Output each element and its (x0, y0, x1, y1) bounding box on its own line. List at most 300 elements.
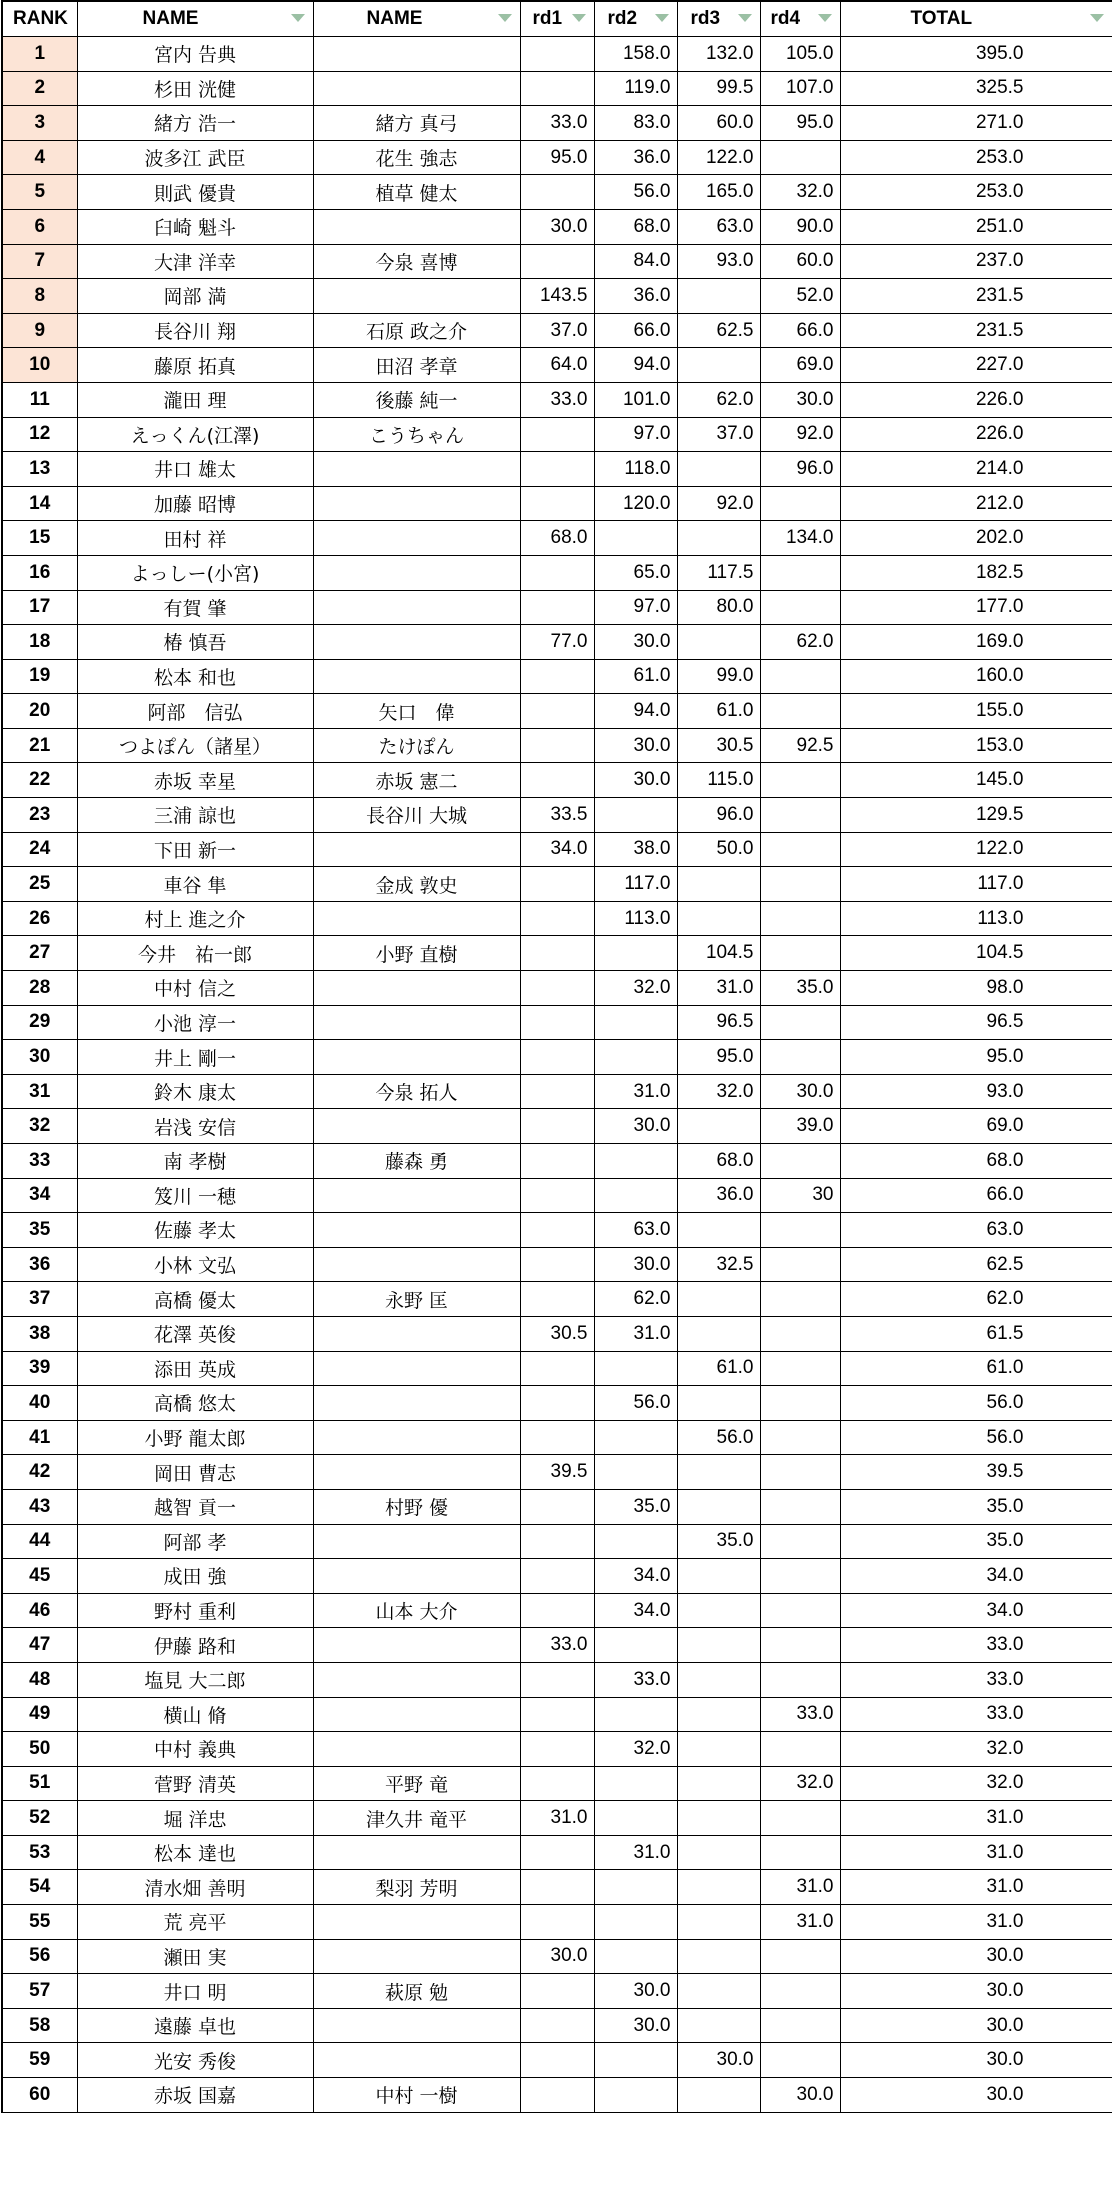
table-row (2, 486, 1112, 521)
rd2-cell: 30.0 (594, 1974, 677, 2009)
total-cell: 251.0 (840, 209, 1112, 244)
rd1-cell (520, 175, 594, 210)
total-cell: 182.5 (840, 555, 1112, 590)
table-row (2, 2043, 1112, 2078)
name-cell: 則武 優貴 (77, 175, 313, 210)
partner-name-cell: 今泉 喜博 (313, 244, 520, 279)
rd3-cell: 50.0 (677, 832, 760, 867)
rd3-cell (677, 1835, 760, 1870)
rd4-cell: 92.5 (760, 728, 840, 763)
rank-cell: 15 (2, 521, 77, 556)
rd4-cell (760, 1316, 840, 1351)
table-row (2, 763, 1112, 798)
name-cell: 遠藤 卓也 (77, 2008, 313, 2043)
table-row (2, 452, 1112, 487)
rd3-cell: 132.0 (677, 37, 760, 72)
table-row (2, 1593, 1112, 1628)
total-cell: 226.0 (840, 382, 1112, 417)
rank-cell: 11 (2, 382, 77, 417)
rd3-cell (677, 867, 760, 902)
name-cell: 菅野 清英 (77, 1766, 313, 1801)
rd3-cell: 62.0 (677, 382, 760, 417)
partner-name-cell (313, 659, 520, 694)
rd3-cell: 96.0 (677, 798, 760, 833)
rd3-cell (677, 1697, 760, 1732)
rd2-cell: 36.0 (594, 279, 677, 314)
name-cell: 堀 洋忠 (77, 1801, 313, 1836)
rd3-cell: 115.0 (677, 763, 760, 798)
total-cell: 395.0 (840, 37, 1112, 72)
rd3-cell: 60.0 (677, 106, 760, 141)
rd1-cell: 37.0 (520, 313, 594, 348)
table-row (2, 1628, 1112, 1663)
rd3-cell (677, 348, 760, 383)
table-row (2, 1939, 1112, 1974)
total-cell: 66.0 (840, 1178, 1112, 1213)
rd3-cell (677, 521, 760, 556)
total-cell: 68.0 (840, 1144, 1112, 1179)
rd4-cell (760, 936, 840, 971)
name-cell: よっしー(小宮) (77, 555, 313, 590)
header-rd2-label: rd2 (607, 8, 638, 29)
rd2-cell (594, 1939, 677, 1974)
rd4-cell (760, 832, 840, 867)
name-cell: 三浦 諒也 (77, 798, 313, 833)
rd1-cell (520, 590, 594, 625)
table-row (2, 625, 1112, 660)
table-row (2, 1178, 1112, 1213)
rd2-cell: 30.0 (594, 1109, 677, 1144)
rank-cell: 29 (2, 1005, 77, 1040)
rd2-cell: 31.0 (594, 1835, 677, 1870)
total-cell: 33.0 (840, 1628, 1112, 1663)
rd2-cell: 32.0 (594, 971, 677, 1006)
rd3-cell: 96.5 (677, 1005, 760, 1040)
header-rd1-label: rd1 (532, 8, 563, 29)
table-row (2, 106, 1112, 141)
rd1-cell (520, 1732, 594, 1767)
rd2-cell: 34.0 (594, 1559, 677, 1594)
rd3-cell: 36.0 (677, 1178, 760, 1213)
header-total-label: TOTAL (910, 8, 973, 29)
table-row (2, 1662, 1112, 1697)
rd3-cell: 122.0 (677, 140, 760, 175)
rd4-cell (760, 1351, 840, 1386)
total-cell: 98.0 (840, 971, 1112, 1006)
rd3-cell: 35.0 (677, 1524, 760, 1559)
name-cell: 小林 文弘 (77, 1247, 313, 1282)
total-cell: 34.0 (840, 1559, 1112, 1594)
rd2-cell: 101.0 (594, 382, 677, 417)
table-row (2, 209, 1112, 244)
rd4-cell (760, 1835, 840, 1870)
rank-cell: 35 (2, 1213, 77, 1248)
table-row (2, 694, 1112, 729)
total-cell: 30.0 (840, 2078, 1112, 2113)
table-row (2, 1213, 1112, 1248)
partner-name-cell (313, 1351, 520, 1386)
rank-cell: 18 (2, 625, 77, 660)
rd1-cell: 68.0 (520, 521, 594, 556)
rd1-cell (520, 1870, 594, 1905)
rd1-cell (520, 1524, 594, 1559)
rd2-cell: 30.0 (594, 2008, 677, 2043)
rd3-cell (677, 1316, 760, 1351)
total-cell: 31.0 (840, 1870, 1112, 1905)
table-row (2, 1351, 1112, 1386)
rank-cell: 28 (2, 971, 77, 1006)
partner-name-cell (313, 901, 520, 936)
total-cell: 214.0 (840, 452, 1112, 487)
rd4-cell (760, 694, 840, 729)
rd3-cell (677, 1628, 760, 1663)
table-row (2, 832, 1112, 867)
rank-cell: 34 (2, 1178, 77, 1213)
rd2-cell: 94.0 (594, 348, 677, 383)
ranking-rows (2, 37, 1112, 2113)
rank-cell: 25 (2, 867, 77, 902)
total-cell: 31.0 (840, 1905, 1112, 1940)
name-cell: 今井 祐一郎 (77, 936, 313, 971)
table-row (2, 37, 1112, 72)
rd1-cell: 95.0 (520, 140, 594, 175)
rd1-cell (520, 1040, 594, 1075)
rd4-cell (760, 1732, 840, 1767)
rd2-cell: 30.0 (594, 728, 677, 763)
dropdown-filter-icon[interactable] (291, 14, 305, 22)
name-cell: 成田 強 (77, 1559, 313, 1594)
rd1-cell: 31.0 (520, 1801, 594, 1836)
table-row (2, 590, 1112, 625)
header-rd3[interactable] (677, 1, 760, 37)
rank-cell: 33 (2, 1144, 77, 1179)
rd4-cell: 30.0 (760, 382, 840, 417)
total-cell: 129.5 (840, 798, 1112, 833)
partner-name-cell: 金成 敦史 (313, 867, 520, 902)
rank-cell: 55 (2, 1905, 77, 1940)
partner-name-cell: 梨羽 芳明 (313, 1870, 520, 1905)
rank-cell: 57 (2, 1974, 77, 2009)
rd3-cell (677, 1559, 760, 1594)
name-cell: 赤坂 幸星 (77, 763, 313, 798)
rd2-cell: 30.0 (594, 763, 677, 798)
rd3-cell: 117.5 (677, 555, 760, 590)
rd4-cell: 31.0 (760, 1870, 840, 1905)
rd2-cell (594, 1801, 677, 1836)
name-cell: 松本 達也 (77, 1835, 313, 1870)
rd4-cell: 105.0 (760, 37, 840, 72)
rank-cell: 23 (2, 798, 77, 833)
rank-cell: 42 (2, 1455, 77, 1490)
partner-name-cell (313, 1732, 520, 1767)
partner-name-cell: 植草 健太 (313, 175, 520, 210)
rd3-cell (677, 1801, 760, 1836)
rd2-cell (594, 1005, 677, 1040)
partner-name-cell: 永野 匡 (313, 1282, 520, 1317)
header-rd1[interactable] (520, 1, 594, 37)
partner-name-cell: 石原 政之介 (313, 313, 520, 348)
rd4-cell: 30.0 (760, 1074, 840, 1109)
rank-cell: 60 (2, 2078, 77, 2113)
rd1-cell (520, 971, 594, 1006)
rank-cell: 22 (2, 763, 77, 798)
rd1-cell (520, 1282, 594, 1317)
name-cell: 光安 秀俊 (77, 2043, 313, 2078)
name-cell: 阿部 孝 (77, 1524, 313, 1559)
rd1-cell (520, 1766, 594, 1801)
rd2-cell: 32.0 (594, 1732, 677, 1767)
header-rd4[interactable] (760, 1, 840, 37)
total-cell: 56.0 (840, 1420, 1112, 1455)
rd4-cell: 96.0 (760, 452, 840, 487)
rd1-cell (520, 1178, 594, 1213)
rd1-cell (520, 1213, 594, 1248)
total-cell: 30.0 (840, 1974, 1112, 2009)
total-cell: 62.0 (840, 1282, 1112, 1317)
rd2-cell (594, 1455, 677, 1490)
rd1-cell (520, 1835, 594, 1870)
rd3-cell (677, 625, 760, 660)
table-row (2, 1316, 1112, 1351)
rd1-cell (520, 1974, 594, 2009)
rd3-cell (677, 1109, 760, 1144)
rd1-cell (520, 555, 594, 590)
partner-name-cell (313, 555, 520, 590)
dropdown-filter-icon[interactable] (655, 14, 669, 22)
name-cell: 小池 淳一 (77, 1005, 313, 1040)
rd1-cell (520, 1662, 594, 1697)
partner-name-cell (313, 452, 520, 487)
header-total[interactable] (840, 1, 1112, 37)
dropdown-filter-icon[interactable] (738, 14, 752, 22)
partner-name-cell (313, 486, 520, 521)
rd3-cell: 61.0 (677, 694, 760, 729)
rd1-cell (520, 1905, 594, 1940)
rd4-cell (760, 1628, 840, 1663)
partner-name-cell: 中村 一樹 (313, 2078, 520, 2113)
rd4-cell: 95.0 (760, 106, 840, 141)
rd4-cell (760, 1040, 840, 1075)
rd3-cell (677, 1870, 760, 1905)
table-row (2, 555, 1112, 590)
partner-name-cell (313, 2043, 520, 2078)
rd2-cell: 31.0 (594, 1074, 677, 1109)
name-cell: 中村 信之 (77, 971, 313, 1006)
partner-name-cell (313, 279, 520, 314)
rd3-cell (677, 1386, 760, 1421)
name-cell: 荒 亮平 (77, 1905, 313, 1940)
rd1-cell (520, 1144, 594, 1179)
name-cell: 塩見 大二郎 (77, 1662, 313, 1697)
rd2-cell: 63.0 (594, 1213, 677, 1248)
rank-cell: 52 (2, 1801, 77, 1836)
table-row (2, 1766, 1112, 1801)
table-row (2, 382, 1112, 417)
partner-name-cell: こうちゃん (313, 417, 520, 452)
total-cell: 212.0 (840, 486, 1112, 521)
rd1-cell: 143.5 (520, 279, 594, 314)
partner-name-cell (313, 1005, 520, 1040)
name-cell: 松本 和也 (77, 659, 313, 694)
ranking-table (1, 0, 1112, 2113)
rank-cell: 14 (2, 486, 77, 521)
table-row (2, 313, 1112, 348)
name-cell: 高橋 悠太 (77, 1386, 313, 1421)
table-row (2, 417, 1112, 452)
rd3-cell: 68.0 (677, 1144, 760, 1179)
rd2-cell: 38.0 (594, 832, 677, 867)
rd3-cell (677, 1766, 760, 1801)
rd3-cell: 61.0 (677, 1351, 760, 1386)
rd2-cell: 31.0 (594, 1316, 677, 1351)
rd2-cell: 120.0 (594, 486, 677, 521)
rd2-cell: 97.0 (594, 590, 677, 625)
name-cell: 越智 貢一 (77, 1489, 313, 1524)
total-cell: 63.0 (840, 1213, 1112, 1248)
header-rd4-label: rd4 (770, 8, 801, 29)
header-row (2, 1, 1112, 37)
total-cell: 104.5 (840, 936, 1112, 971)
rd2-cell (594, 1697, 677, 1732)
rd1-cell (520, 244, 594, 279)
rank-cell: 44 (2, 1524, 77, 1559)
rd1-cell: 30.0 (520, 1939, 594, 1974)
partner-name-cell (313, 625, 520, 660)
rd1-cell: 33.0 (520, 1628, 594, 1663)
rank-cell: 45 (2, 1559, 77, 1594)
partner-name-cell (313, 971, 520, 1006)
partner-name-cell (313, 1939, 520, 1974)
table-row (2, 1559, 1112, 1594)
rd3-cell (677, 1489, 760, 1524)
rd3-cell: 63.0 (677, 209, 760, 244)
rd4-cell: 134.0 (760, 521, 840, 556)
name-cell: 清水畑 善明 (77, 1870, 313, 1905)
header-rd2[interactable] (594, 1, 677, 37)
name-cell: えっくん(江澤) (77, 417, 313, 452)
table-row (2, 279, 1112, 314)
partner-name-cell (313, 521, 520, 556)
total-cell: 122.0 (840, 832, 1112, 867)
rd1-cell (520, 1697, 594, 1732)
rank-cell: 32 (2, 1109, 77, 1144)
table-row (2, 2008, 1112, 2043)
total-cell: 325.5 (840, 71, 1112, 106)
name-cell: 藤原 拓真 (77, 348, 313, 383)
rd3-cell: 95.0 (677, 1040, 760, 1075)
rd2-cell (594, 1905, 677, 1940)
dropdown-filter-icon[interactable] (1090, 14, 1104, 22)
rd1-cell (520, 2078, 594, 2113)
rd4-cell: 62.0 (760, 625, 840, 660)
rank-cell: 40 (2, 1386, 77, 1421)
rd1-cell (520, 1593, 594, 1628)
rd1-cell: 30.0 (520, 209, 594, 244)
total-cell: 237.0 (840, 244, 1112, 279)
name-cell: 緒方 浩一 (77, 106, 313, 141)
total-cell: 61.5 (840, 1316, 1112, 1351)
rd1-cell (520, 1074, 594, 1109)
header-name-2-label: NAME (366, 8, 423, 29)
dropdown-filter-icon[interactable] (498, 14, 512, 22)
name-cell: 岩浅 安信 (77, 1109, 313, 1144)
dropdown-filter-icon[interactable] (572, 14, 586, 22)
rd4-cell (760, 1593, 840, 1628)
rd3-cell: 32.0 (677, 1074, 760, 1109)
partner-name-cell (313, 71, 520, 106)
table-row (2, 659, 1112, 694)
table-row (2, 1524, 1112, 1559)
rank-cell: 43 (2, 1489, 77, 1524)
rd3-cell: 93.0 (677, 244, 760, 279)
rd2-cell: 118.0 (594, 452, 677, 487)
total-cell: 31.0 (840, 1801, 1112, 1836)
rd3-cell (677, 2008, 760, 2043)
rd2-cell: 68.0 (594, 209, 677, 244)
rank-cell: 41 (2, 1420, 77, 1455)
rd2-cell: 113.0 (594, 901, 677, 936)
header-name-2[interactable] (313, 1, 520, 37)
dropdown-filter-icon[interactable] (818, 14, 832, 22)
rd4-cell (760, 1801, 840, 1836)
rd2-cell (594, 798, 677, 833)
rd1-cell (520, 2008, 594, 2043)
rank-cell: 58 (2, 2008, 77, 2043)
table-row (2, 901, 1112, 936)
rd2-cell: 83.0 (594, 106, 677, 141)
rd2-cell: 66.0 (594, 313, 677, 348)
total-cell: 34.0 (840, 1593, 1112, 1628)
rank-cell: 2 (2, 71, 77, 106)
total-cell: 113.0 (840, 901, 1112, 936)
header-name-1[interactable] (77, 1, 313, 37)
rd3-cell: 56.0 (677, 1420, 760, 1455)
name-cell: 瀧田 理 (77, 382, 313, 417)
total-cell: 69.0 (840, 1109, 1112, 1144)
table-row (2, 971, 1112, 1006)
partner-name-cell (313, 1662, 520, 1697)
total-cell: 202.0 (840, 521, 1112, 556)
total-cell: 30.0 (840, 2008, 1112, 2043)
table-row (2, 1870, 1112, 1905)
rank-cell: 38 (2, 1316, 77, 1351)
rd2-cell: 56.0 (594, 175, 677, 210)
name-cell: 佐藤 孝太 (77, 1213, 313, 1248)
table-row (2, 2078, 1112, 2113)
rank-cell: 37 (2, 1282, 77, 1317)
total-cell: 32.0 (840, 1766, 1112, 1801)
header-rd3-label: rd3 (690, 8, 721, 29)
table-row (2, 867, 1112, 902)
rank-cell: 59 (2, 2043, 77, 2078)
partner-name-cell (313, 832, 520, 867)
partner-name-cell (313, 1905, 520, 1940)
rd2-cell: 65.0 (594, 555, 677, 590)
rd3-cell (677, 1282, 760, 1317)
total-cell: 227.0 (840, 348, 1112, 383)
name-cell: 瀬田 実 (77, 1939, 313, 1974)
rd2-cell: 56.0 (594, 1386, 677, 1421)
name-cell: 添田 英成 (77, 1351, 313, 1386)
total-cell: 253.0 (840, 140, 1112, 175)
total-cell: 33.0 (840, 1662, 1112, 1697)
rd4-cell (760, 1005, 840, 1040)
rank-cell: 10 (2, 348, 77, 383)
rd3-cell: 99.0 (677, 659, 760, 694)
total-cell: 33.0 (840, 1697, 1112, 1732)
rd2-cell: 62.0 (594, 1282, 677, 1317)
rd1-cell (520, 1386, 594, 1421)
